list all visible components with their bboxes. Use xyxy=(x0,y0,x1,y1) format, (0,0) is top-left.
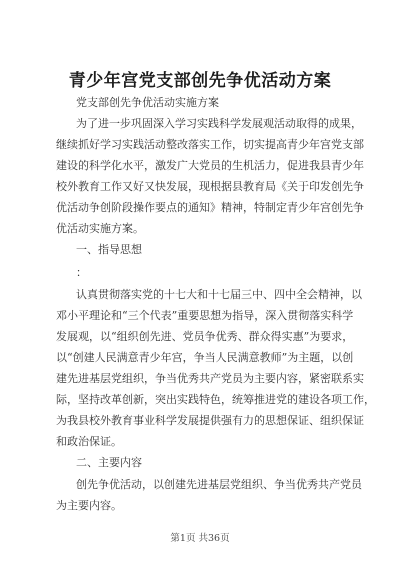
section1-line-6: 际，坚持改革创新，突出实践特色，统筹推进党的建设各项工作， xyxy=(56,393,375,406)
section1-line-1: 认真贯彻落实党的十七大和十七届三中、四中全会精神，以 xyxy=(76,288,362,301)
section1-line-4: 以“创建人民满意青少年宫，争当人民满意教师”为主题，以创 xyxy=(56,351,354,364)
page-number: 第1页 共36页 xyxy=(170,533,230,544)
section2-line-1: 创先争优活动，以创建先进基层党组织、争当优秀共产党员 xyxy=(76,478,362,491)
document-subtitle: 党支部创先争优活动实施方案 xyxy=(76,96,219,109)
intro-line-4: 校外教育工作又好又快发展，现根据县教育局《关于印发创先争 xyxy=(56,180,364,193)
section1-heading: 一、指导思想 xyxy=(76,243,142,256)
section1-line-3: 发展观，以“组织创先进、党员争优秀、群众得实惠”为要求， xyxy=(56,330,354,343)
document-title: 青少年宫党支部创先争优活动方案 xyxy=(68,71,332,91)
intro-line-2: 继续抓好学习实践活动整改落实工作，切实提高青少年宫党支部 xyxy=(56,138,364,151)
section1-colon: ： xyxy=(76,266,87,279)
intro-line-3: 建设的科学化水平，激发广大党员的生机活力，促进我县青少年 xyxy=(56,159,364,172)
section2-line-2: 为主要内容。 xyxy=(56,499,122,512)
section1-line-7: 为我县校外教育事业科学发展提供强有力的思想保证、组织保证 xyxy=(56,414,364,427)
intro-line-5: 优活动争创阶段操作要点的通知》精神，特制定青少年宫创先争 xyxy=(56,201,364,214)
section1-line-5: 建先进基层党组织，争当优秀共产党员为主要内容，紧密联系实 xyxy=(56,372,364,385)
section1-line-8: 和政治保证。 xyxy=(56,435,122,448)
intro-line-1: 为了进一步巩固深入学习实践科学发展观活动取得的成果， xyxy=(76,117,362,130)
intro-line-6: 优活动实施方案。 xyxy=(56,222,144,235)
section2-heading: 二、主要内容 xyxy=(76,456,142,469)
section1-line-2: 邓小平理论和“三个代表”重要思想为指导，深入贯彻落实科学 xyxy=(56,309,354,322)
